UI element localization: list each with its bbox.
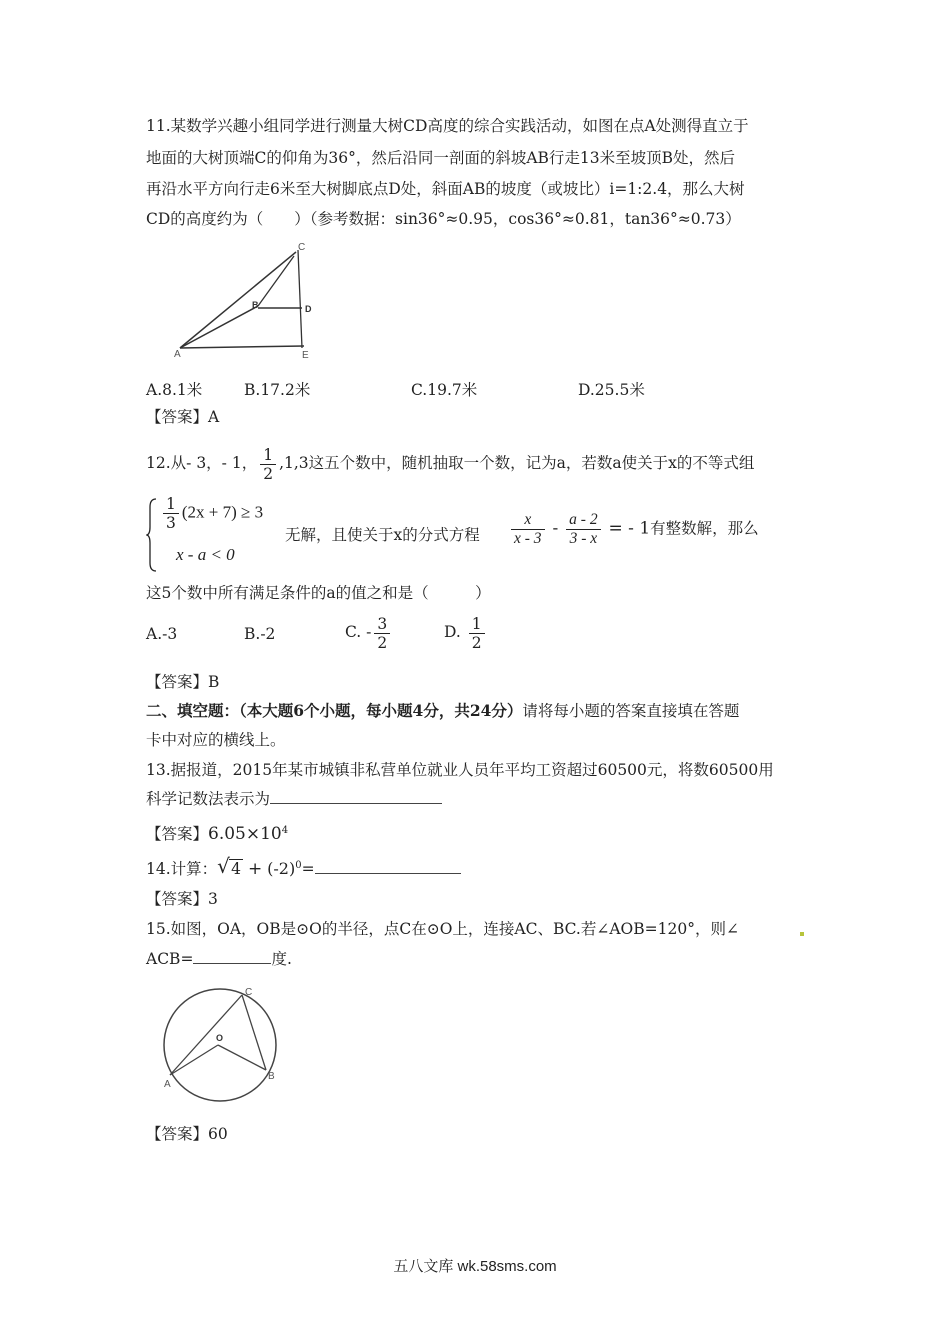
- q11-line: CD的高度约为（ ）（参考数据：sin36°≈0.95，cos36°≈0.81，tan36°≈0.73）: [146, 210, 741, 228]
- q14-answer: 【答案】3: [146, 890, 218, 908]
- q14-line: 14.计算： √ $4 + (-2)^0=$: [146, 855, 461, 880]
- q12-option-d: D. $\frac{1}{2}$: [444, 612, 488, 652]
- label-e: E: [302, 350, 309, 361]
- footer-watermark: 五八文库 wk.58sms.com: [393, 1258, 557, 1275]
- label-c: C: [245, 987, 253, 998]
- q12-option-a: A.-3: [146, 625, 178, 643]
- segment-bc: [258, 256, 294, 306]
- q11-option-c: C.19.7米: [411, 381, 478, 399]
- label-b: B: [268, 1071, 275, 1082]
- q11-option-a: A.8.1米: [146, 381, 203, 399]
- inequality-1: $\frac{1}{3}$ (2x + 7) ≥ 3: [160, 495, 263, 532]
- label-a: A: [174, 349, 181, 360]
- q15-line2: ACB= 度.: [146, 950, 292, 968]
- label-b: B: [252, 300, 259, 310]
- q15-line1: 15.如图，OA，OB是⊙O的半径，点C在⊙O上，连接AC、BC.若∠AOB=120°，则∠: [146, 920, 739, 938]
- segment-oa: [170, 1045, 218, 1075]
- q11-line: 再沿水平方向行走6米至大树脚底点D处，斜面AB的坡度（或坡比）i=1:2.4，那么大树: [146, 180, 745, 198]
- sqrt-symbol: √ 4: [217, 854, 242, 879]
- segment-ce: [298, 250, 302, 348]
- q12-option-c: C. - $\frac{3}{2}$: [345, 612, 393, 652]
- marker-dot: [800, 932, 804, 936]
- segment-ac: [180, 252, 296, 348]
- q11-option-d: D.25.5米: [578, 381, 645, 399]
- segment-ab: [180, 306, 258, 348]
- answer-blank[interactable]: [270, 788, 442, 804]
- q12-line3: 这5个数中所有满足条件的a的值之和是（ ）: [146, 584, 491, 602]
- inequality-2: x - a < 0: [176, 545, 235, 564]
- q15-answer: 【答案】60: [146, 1125, 228, 1143]
- label-d: D: [305, 304, 312, 314]
- q11-figure: [168, 240, 328, 365]
- q12-text2: 无解，且使关于x的分式方程: [285, 526, 480, 544]
- q15-figure: [160, 985, 290, 1110]
- answer-blank[interactable]: [193, 948, 271, 964]
- q13-line2: 科学记数法表示为: [146, 788, 442, 810]
- circle-o: [164, 989, 276, 1101]
- section2-header: 二、填空题：（本大题6个小题，每小题4分，共24分）请将每小题的答案直接填在答题: [146, 701, 740, 720]
- q11-option-b: B.17.2米: [244, 381, 311, 399]
- q11-line: 地面的大树顶端C的仰角为36°，然后沿同一剖面的斜坡AB行走13米至坡顶B处，然后: [146, 149, 736, 167]
- section2-desc: 卡中对应的横线上。: [146, 731, 286, 749]
- label-a: A: [164, 1079, 171, 1090]
- q11-line: 11.某数学兴趣小组同学进行测量大树CD高度的综合实践活动，如图在点A处测得直立于: [146, 117, 749, 135]
- q13-answer: 【答案】$6.05\times 10^4$: [146, 824, 289, 845]
- brace-icon: [146, 497, 158, 573]
- answer-blank[interactable]: [315, 858, 461, 874]
- fractional-equation: $\frac{x}{x - 3}$ - $\frac{a - 2}{3 - x}$ = - 1有整数解，那么: [508, 511, 759, 548]
- q12-system: [146, 495, 759, 575]
- segment-ae: [180, 346, 304, 348]
- q12-option-b: B.-2: [244, 625, 276, 643]
- q13-line1: 13.据报道，2015年某市城镇非私营单位就业人员年平均工资超过60500元，将数60500用: [146, 761, 774, 779]
- fraction-half: $\frac{1}{2}$: [260, 446, 276, 483]
- label-c: C: [298, 242, 306, 253]
- q12-line1: 12.从- 3，- 1， $\frac{1}{2}$ ,1,3这五个数中，随机抽取一个数，记为a，若数a使关于x的不等式组: [146, 445, 755, 483]
- segment-ac: [170, 995, 242, 1075]
- q11-answer: 【答案】A: [146, 408, 220, 426]
- q12-answer: 【答案】B: [146, 673, 220, 691]
- label-o: O: [216, 1033, 224, 1043]
